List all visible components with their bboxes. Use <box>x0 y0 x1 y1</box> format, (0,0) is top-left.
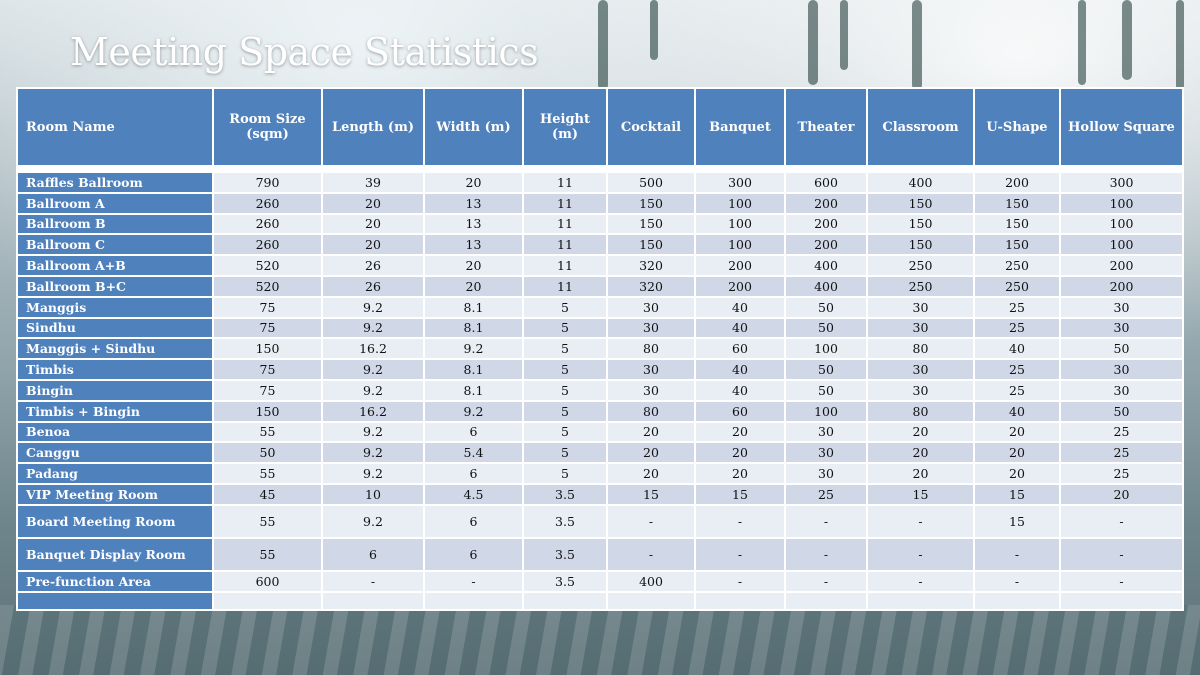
table-cell: 8.1 <box>424 297 523 318</box>
table-cell: 75 <box>213 318 322 339</box>
table-cell: 40 <box>695 318 785 339</box>
table-cell: 75 <box>213 297 322 318</box>
table-cell: 50 <box>1060 338 1183 359</box>
table-cell: 75 <box>213 359 322 380</box>
table-cell: 13 <box>424 193 523 214</box>
table-cell: 30 <box>607 318 695 339</box>
table-cell: 520 <box>213 255 322 276</box>
table-cell: 45 <box>213 484 322 505</box>
table-cell: 100 <box>1060 234 1183 255</box>
column-header: Room Size (sqm) <box>213 88 322 166</box>
room-name-cell: Ballroom A <box>17 193 213 214</box>
table-cell: 30 <box>867 380 974 401</box>
table-cell: 6 <box>424 538 523 571</box>
table-cell: 30 <box>607 380 695 401</box>
background-reflection <box>1122 0 1132 80</box>
column-header: Height (m) <box>523 88 607 166</box>
table-cell: 200 <box>1060 255 1183 276</box>
table-cell: 9.2 <box>322 359 424 380</box>
table-row <box>17 571 1183 592</box>
slide-title: Meeting Space Statistics <box>70 30 539 74</box>
column-header: Width (m) <box>424 88 523 166</box>
table-cell: 20 <box>424 255 523 276</box>
table-cell: - <box>695 571 785 592</box>
table-cell: 200 <box>785 234 867 255</box>
table-cell: 30 <box>607 359 695 380</box>
room-name-cell: Bingin <box>17 380 213 401</box>
table-cell: 20 <box>607 463 695 484</box>
column-header: Hollow Square <box>1060 88 1183 166</box>
empty-cell <box>17 592 213 610</box>
table-cell: 16.2 <box>322 338 424 359</box>
table-row <box>17 401 1183 422</box>
table-cell: 5 <box>523 401 607 422</box>
room-name-cell: Ballroom C <box>17 234 213 255</box>
table-cell: 80 <box>867 401 974 422</box>
table-cell: 15 <box>695 484 785 505</box>
table-cell: 15 <box>974 484 1060 505</box>
table-row <box>17 484 1183 505</box>
empty-cell <box>213 592 322 610</box>
table-cell: 100 <box>785 401 867 422</box>
table-cell: 40 <box>974 338 1060 359</box>
table-cell: 200 <box>785 214 867 235</box>
table-cell: 150 <box>867 234 974 255</box>
table-cell: 30 <box>1060 359 1183 380</box>
room-name-cell: VIP Meeting Room <box>17 484 213 505</box>
table-cell: 20 <box>607 442 695 463</box>
table-cell: 150 <box>213 338 322 359</box>
table-cell: 60 <box>695 338 785 359</box>
background-reflection <box>1078 0 1086 85</box>
table-cell: 320 <box>607 276 695 297</box>
table-cell: 11 <box>523 276 607 297</box>
table-cell: 9.2 <box>322 380 424 401</box>
table-cell: 5 <box>523 318 607 339</box>
table-cell: 15 <box>867 484 974 505</box>
table-cell: 300 <box>1060 172 1183 193</box>
table-cell: 9.2 <box>424 338 523 359</box>
table-cell: 20 <box>322 214 424 235</box>
table-cell: 400 <box>785 276 867 297</box>
table-cell: 5 <box>523 297 607 318</box>
table-cell: 400 <box>867 172 974 193</box>
room-name-cell: Timbis + Bingin <box>17 401 213 422</box>
column-header: U-Shape <box>974 88 1060 166</box>
table-cell: 20 <box>695 442 785 463</box>
table-cell: - <box>974 571 1060 592</box>
table-cell: 11 <box>523 234 607 255</box>
meeting-space-table <box>16 87 1184 611</box>
table-row <box>17 297 1183 318</box>
room-name-cell: Banquet Display Room <box>17 538 213 571</box>
table-cell: 39 <box>322 172 424 193</box>
table-cell: 25 <box>1060 442 1183 463</box>
table-cell: 200 <box>695 255 785 276</box>
table-cell: 260 <box>213 214 322 235</box>
table-cell: 75 <box>213 380 322 401</box>
table-row <box>17 505 1183 538</box>
table-cell: 30 <box>607 297 695 318</box>
table-cell: - <box>974 538 1060 571</box>
table-cell: - <box>322 571 424 592</box>
table-cell: 260 <box>213 193 322 214</box>
empty-cell <box>974 592 1060 610</box>
table-cell: 9.2 <box>322 318 424 339</box>
table-cell: - <box>785 505 867 538</box>
table-cell: 250 <box>974 255 1060 276</box>
table-cell: 6 <box>424 505 523 538</box>
table-row <box>17 538 1183 571</box>
table-cell: 250 <box>867 255 974 276</box>
table-cell: 13 <box>424 234 523 255</box>
table-cell: 40 <box>974 401 1060 422</box>
empty-cell <box>424 592 523 610</box>
table-row <box>17 338 1183 359</box>
column-header: Theater <box>785 88 867 166</box>
column-header: Room Name <box>17 88 213 166</box>
empty-cell <box>607 592 695 610</box>
table-cell: 20 <box>867 463 974 484</box>
table-cell: 100 <box>695 193 785 214</box>
table-cell: 30 <box>1060 297 1183 318</box>
table-cell: 20 <box>424 276 523 297</box>
background-reflection <box>1176 0 1184 90</box>
table-cell: 25 <box>1060 463 1183 484</box>
table-cell: - <box>695 538 785 571</box>
table-row <box>17 255 1183 276</box>
table-cell: 50 <box>785 318 867 339</box>
table-cell: 9.2 <box>322 297 424 318</box>
table-body <box>17 166 1183 610</box>
table-cell: 25 <box>974 318 1060 339</box>
table-cell: 9.2 <box>322 463 424 484</box>
table-cell: 100 <box>1060 214 1183 235</box>
room-name-cell: Ballroom B <box>17 214 213 235</box>
table-row <box>17 422 1183 443</box>
table-cell: 11 <box>523 255 607 276</box>
table-cell: 26 <box>322 276 424 297</box>
table-cell: 3.5 <box>523 538 607 571</box>
table-cell: 150 <box>974 193 1060 214</box>
table-cell: 25 <box>974 380 1060 401</box>
column-header: Classroom <box>867 88 974 166</box>
table-cell: 100 <box>695 214 785 235</box>
table-cell: 150 <box>607 193 695 214</box>
table-cell: 5 <box>523 442 607 463</box>
table-cell: 55 <box>213 538 322 571</box>
table-cell: 30 <box>785 442 867 463</box>
background-water <box>0 605 1200 675</box>
column-header: Banquet <box>695 88 785 166</box>
table-cell: 15 <box>607 484 695 505</box>
table-cell: 200 <box>785 193 867 214</box>
table-cell: 6 <box>424 463 523 484</box>
table-cell: 150 <box>213 401 322 422</box>
table-cell: 3.5 <box>523 571 607 592</box>
table-cell: 200 <box>974 172 1060 193</box>
table-cell: 25 <box>1060 422 1183 443</box>
table-cell: 8.1 <box>424 318 523 339</box>
table-cell: 80 <box>867 338 974 359</box>
table-cell: 3.5 <box>523 484 607 505</box>
table-cell: 9.2 <box>322 442 424 463</box>
table-cell: 60 <box>695 401 785 422</box>
room-name-cell: Manggis <box>17 297 213 318</box>
empty-cell <box>523 592 607 610</box>
background-reflection <box>650 0 658 60</box>
table-cell: 11 <box>523 193 607 214</box>
table-cell: 250 <box>867 276 974 297</box>
table-header-row <box>17 88 1183 166</box>
room-name-cell: Benoa <box>17 422 213 443</box>
table-cell: 4.5 <box>424 484 523 505</box>
table-cell: 6 <box>424 422 523 443</box>
table-cell: 6 <box>322 538 424 571</box>
table-cell: - <box>1060 571 1183 592</box>
table-cell: 30 <box>867 297 974 318</box>
table-cell: 25 <box>974 297 1060 318</box>
table-cell: 30 <box>785 463 867 484</box>
table-cell: 20 <box>322 234 424 255</box>
table-cell: 320 <box>607 255 695 276</box>
table-cell: 11 <box>523 172 607 193</box>
table-cell: - <box>607 505 695 538</box>
background-reflection <box>598 0 608 90</box>
table-row <box>17 276 1183 297</box>
table-cell: 50 <box>1060 401 1183 422</box>
room-name-cell: Manggis + Sindhu <box>17 338 213 359</box>
empty-cell <box>695 592 785 610</box>
table-cell: 150 <box>974 234 1060 255</box>
table-cell: 9.2 <box>424 401 523 422</box>
table-cell: 30 <box>785 422 867 443</box>
background-reflection <box>840 0 848 70</box>
table-cell: 100 <box>1060 193 1183 214</box>
table-cell: 5 <box>523 463 607 484</box>
table-row <box>17 193 1183 214</box>
table-row <box>17 442 1183 463</box>
table-cell: 8.1 <box>424 359 523 380</box>
empty-cell <box>322 592 424 610</box>
column-header: Length (m) <box>322 88 424 166</box>
table-cell: 250 <box>974 276 1060 297</box>
table-cell: - <box>1060 505 1183 538</box>
table-cell: 55 <box>213 505 322 538</box>
table-cell: 50 <box>785 297 867 318</box>
table-cell: 150 <box>867 193 974 214</box>
table-cell: 80 <box>607 338 695 359</box>
table-cell: 5.4 <box>424 442 523 463</box>
table-cell: 26 <box>322 255 424 276</box>
table-cell: 5 <box>523 380 607 401</box>
table-cell: 30 <box>1060 380 1183 401</box>
table-cell: 150 <box>607 234 695 255</box>
table-cell: 20 <box>867 422 974 443</box>
table-cell: 50 <box>785 359 867 380</box>
table-cell: 100 <box>785 338 867 359</box>
table-cell: 50 <box>213 442 322 463</box>
table-cell: 9.2 <box>322 505 424 538</box>
room-name-cell: Pre-function Area <box>17 571 213 592</box>
table-cell: 150 <box>867 214 974 235</box>
table-cell: 20 <box>867 442 974 463</box>
table-cell: 15 <box>974 505 1060 538</box>
table-cell: 20 <box>322 193 424 214</box>
table-cell: 13 <box>424 214 523 235</box>
table-cell: - <box>867 571 974 592</box>
table-cell: 40 <box>695 359 785 380</box>
table-cell: 30 <box>1060 318 1183 339</box>
room-name-cell: Ballroom A+B <box>17 255 213 276</box>
table-cell: 10 <box>322 484 424 505</box>
table-cell: 20 <box>695 463 785 484</box>
table-cell: 3.5 <box>523 505 607 538</box>
table-cell: 50 <box>785 380 867 401</box>
table-cell: 520 <box>213 276 322 297</box>
table-cell: 790 <box>213 172 322 193</box>
table-row <box>17 380 1183 401</box>
table-cell: 9.2 <box>322 422 424 443</box>
table-row <box>17 318 1183 339</box>
table-row <box>17 359 1183 380</box>
table-cell: 20 <box>424 172 523 193</box>
background-reflection <box>912 0 922 90</box>
table-cell: 200 <box>1060 276 1183 297</box>
room-name-cell: Canggu <box>17 442 213 463</box>
table-cell: 25 <box>785 484 867 505</box>
table-cell: 20 <box>974 442 1060 463</box>
table-cell: 400 <box>785 255 867 276</box>
table-cell: - <box>607 538 695 571</box>
table-empty-row <box>17 592 1183 610</box>
table-cell: 5 <box>523 422 607 443</box>
table-cell: 20 <box>695 422 785 443</box>
table-cell: 80 <box>607 401 695 422</box>
table-cell: 40 <box>695 380 785 401</box>
table-cell: 16.2 <box>322 401 424 422</box>
table-cell: 20 <box>974 422 1060 443</box>
table-row <box>17 463 1183 484</box>
room-name-cell: Raffles Ballroom <box>17 172 213 193</box>
table-header <box>17 88 1183 166</box>
background-reflection <box>808 0 818 85</box>
room-name-cell: Board Meeting Room <box>17 505 213 538</box>
table-cell: 300 <box>695 172 785 193</box>
table-cell: 20 <box>974 463 1060 484</box>
table-cell: 5 <box>523 359 607 380</box>
table-cell: 55 <box>213 463 322 484</box>
table-cell: - <box>695 505 785 538</box>
table-cell: - <box>424 571 523 592</box>
table-cell: 40 <box>695 297 785 318</box>
room-name-cell: Ballroom B+C <box>17 276 213 297</box>
empty-cell <box>785 592 867 610</box>
room-name-cell: Padang <box>17 463 213 484</box>
room-name-cell: Timbis <box>17 359 213 380</box>
table-cell: 8.1 <box>424 380 523 401</box>
table-cell: - <box>867 538 974 571</box>
table-row <box>17 234 1183 255</box>
table-cell: 25 <box>974 359 1060 380</box>
table-cell: 500 <box>607 172 695 193</box>
table-cell: 600 <box>785 172 867 193</box>
table-cell: 30 <box>867 318 974 339</box>
table-cell: 5 <box>523 338 607 359</box>
empty-cell <box>1060 592 1183 610</box>
table-cell: 55 <box>213 422 322 443</box>
table-cell: 600 <box>213 571 322 592</box>
table-cell: 150 <box>974 214 1060 235</box>
room-name-cell: Sindhu <box>17 318 213 339</box>
table-cell: 260 <box>213 234 322 255</box>
table-cell: 200 <box>695 276 785 297</box>
column-header: Cocktail <box>607 88 695 166</box>
empty-cell <box>867 592 974 610</box>
table-cell: 30 <box>867 359 974 380</box>
table-row <box>17 214 1183 235</box>
table-cell: 100 <box>695 234 785 255</box>
table-cell: 20 <box>607 422 695 443</box>
table-cell: - <box>867 505 974 538</box>
table-cell: - <box>785 571 867 592</box>
table-cell: 150 <box>607 214 695 235</box>
table-cell: 20 <box>1060 484 1183 505</box>
table-cell: 11 <box>523 214 607 235</box>
table-cell: 400 <box>607 571 695 592</box>
table-cell: - <box>785 538 867 571</box>
table-cell: - <box>1060 538 1183 571</box>
table-row <box>17 172 1183 193</box>
